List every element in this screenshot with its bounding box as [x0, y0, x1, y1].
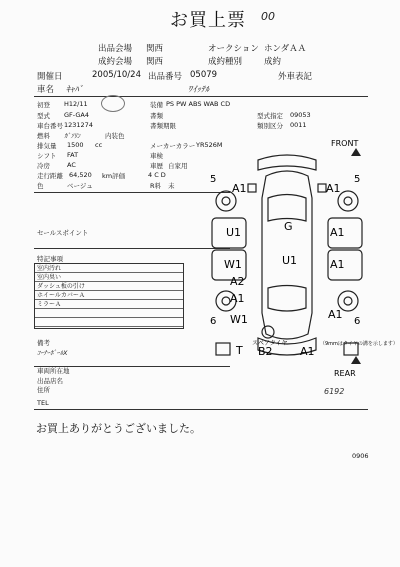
- maker-value: ｷｬﾊﾞ: [66, 85, 84, 95]
- fuel-value: ｶﾞｿﾘﾝ: [64, 132, 81, 140]
- wheel-rear-left-hub: [222, 297, 230, 305]
- damage-u1-center: U1: [282, 254, 298, 267]
- vehicle-damage-diagram: [196, 138, 398, 400]
- color-value: ベージュ: [67, 182, 93, 190]
- damage-g: G: [284, 220, 293, 233]
- notes-table: [34, 263, 184, 329]
- handwritten-circle: [101, 95, 125, 112]
- history-value: 自家用: [168, 162, 188, 170]
- front-bumper-outline: [258, 155, 316, 170]
- model-label: 型式: [37, 112, 50, 120]
- special-notes-label: 特記事項: [37, 255, 63, 263]
- mileage-unit: km評価: [102, 172, 126, 180]
- notes-row-text: 室内臭い: [37, 274, 62, 281]
- category-label: 類別区分: [257, 122, 283, 130]
- pickup-sub1: 出品店名: [37, 377, 63, 385]
- notes-row: [35, 309, 183, 318]
- tire-note: （9mmはタイヤの溝を示します）: [320, 341, 398, 347]
- notes-row-text: ダッシュ板の引け: [37, 283, 85, 290]
- lot-value: 05079: [190, 70, 218, 80]
- contract-type-value: 成約: [264, 57, 282, 67]
- damage-a1-rear: A1: [300, 345, 315, 358]
- damage-a1-front-left: A1: [232, 182, 247, 195]
- contract-venue-label: 成約会場: [98, 57, 133, 67]
- damage-a1-left3: A1: [230, 292, 245, 305]
- equip-value: PS PW ABS WAB CD: [166, 100, 231, 108]
- title-note: 00: [261, 10, 275, 23]
- displacement-value: 1500: [67, 141, 84, 149]
- damage-w1-left: W1: [224, 258, 242, 271]
- interior-label: 内装色: [105, 132, 125, 140]
- first-reg-label: 初登: [37, 101, 50, 109]
- inspection-label: 車検: [150, 152, 163, 160]
- mileage-value: 64,520: [69, 171, 92, 179]
- thanks-message: お買上ありがとうございました。: [36, 422, 201, 435]
- maker-label: 車名: [37, 85, 55, 95]
- wheel-front-left-hub: [222, 197, 230, 205]
- shift-label: シフト: [37, 152, 57, 160]
- mileage-label: 走行距離: [37, 172, 63, 180]
- auction-label: オークション: [208, 44, 259, 54]
- contract-venue-value: 関西: [146, 57, 164, 67]
- windshield-outline: [268, 195, 306, 222]
- document-title: お買上票: [170, 10, 246, 31]
- grade-value: ﾜｲｯﾃﾙ: [188, 85, 210, 95]
- notes-row-text: 室内汚れ: [37, 265, 62, 272]
- pickup-label: 車両所在地: [37, 367, 70, 375]
- eval-value: 4 C D: [148, 171, 166, 179]
- rear-arrow-icon: [351, 356, 361, 364]
- docs-expiry-label: 書類期限: [150, 122, 176, 130]
- damage-a1-right2: A1: [330, 258, 345, 271]
- model-value: GF-GA4: [64, 111, 89, 119]
- damage-a1-mid-right: A1: [330, 226, 345, 239]
- damage-a2-left: A2: [230, 275, 245, 288]
- notation-label: 外車表記: [278, 72, 313, 82]
- right-rear-number: 6: [354, 316, 361, 327]
- notes-row: [35, 300, 183, 309]
- left-rear-number: 6: [210, 316, 217, 327]
- ac-label: 冷房: [37, 162, 50, 170]
- ac-value: AC: [67, 161, 76, 169]
- r-value: 未: [168, 182, 175, 190]
- model-spec-value: 09053: [290, 111, 311, 119]
- notes-row-text: ミラーＡ: [37, 301, 62, 308]
- front-label: FRONT: [331, 139, 359, 148]
- shift-value: FAT: [67, 151, 79, 159]
- left-front-number: 5: [210, 174, 217, 185]
- fuel-label: 燃料: [37, 132, 50, 140]
- wheel-front-right: [338, 191, 358, 211]
- tel-label: TEL: [37, 399, 49, 407]
- damage-b2: B2: [258, 345, 273, 358]
- contract-type-label: 成約種別: [208, 57, 243, 67]
- notes-row-text: ホイールカバーＡ: [37, 292, 85, 299]
- notes-row: [35, 318, 183, 327]
- right-mirror-outline: [318, 184, 326, 192]
- page-code: 0906: [352, 452, 369, 460]
- color-code-value: YR526M: [196, 141, 223, 149]
- chassis-label: 車台番号: [37, 122, 63, 130]
- displacement-label: 排気量: [37, 142, 57, 150]
- spare-tire-icon: [262, 326, 274, 338]
- color-code-label: メーカーカラー: [150, 142, 196, 150]
- history-label: 車歴: [150, 162, 163, 170]
- left-mirror-outline: [248, 184, 256, 192]
- cc-label: cc: [95, 141, 103, 149]
- damage-a1-right4: A1: [328, 308, 343, 321]
- remarks-label: 備考: [37, 339, 50, 347]
- sales-point-label: セールスポイント: [37, 229, 89, 237]
- footer-divider: [34, 409, 368, 410]
- damage-u1-left: U1: [226, 226, 242, 239]
- first-reg-value: H12/11: [64, 100, 88, 108]
- wheel-rear-right-hub: [344, 297, 352, 305]
- header-divider: [34, 96, 368, 97]
- date-value: 2005/10/24: [92, 70, 141, 80]
- chassis-value: 1231274: [64, 121, 93, 129]
- color-label: 色: [37, 182, 44, 190]
- rear-left-light-outline: [216, 343, 230, 355]
- equip-label: 装備: [150, 101, 163, 109]
- date-label: 開催日: [37, 72, 63, 82]
- front-arrow-icon: [351, 148, 361, 156]
- wheel-front-right-hub: [344, 197, 352, 205]
- pickup-sub2: 住所: [37, 386, 50, 394]
- model-spec-label: 型式指定: [257, 112, 283, 120]
- t-mark: T: [236, 344, 243, 357]
- damage-a1-front-right: A1: [326, 182, 341, 195]
- rear-label: REAR: [334, 369, 356, 378]
- venue-value: 関西: [146, 44, 164, 54]
- remarks-value: ｺｰﾅｰﾎﾟｰﾙX: [37, 349, 68, 357]
- rear-window-outline: [268, 286, 306, 312]
- auction-value: ホンダＡＡ: [264, 44, 307, 54]
- r-label: R料: [150, 182, 162, 190]
- damage-w1-left2: W1: [230, 313, 248, 326]
- handwritten-number: 6192: [324, 387, 345, 396]
- lot-label: 出品番号: [148, 72, 183, 82]
- category-value: 0011: [290, 121, 307, 129]
- right-front-number: 5: [354, 174, 361, 185]
- venue-label: 出品会場: [98, 44, 133, 54]
- spare-tire-label: スペアタイヤ: [252, 340, 288, 347]
- docs-label: 書類: [150, 112, 163, 120]
